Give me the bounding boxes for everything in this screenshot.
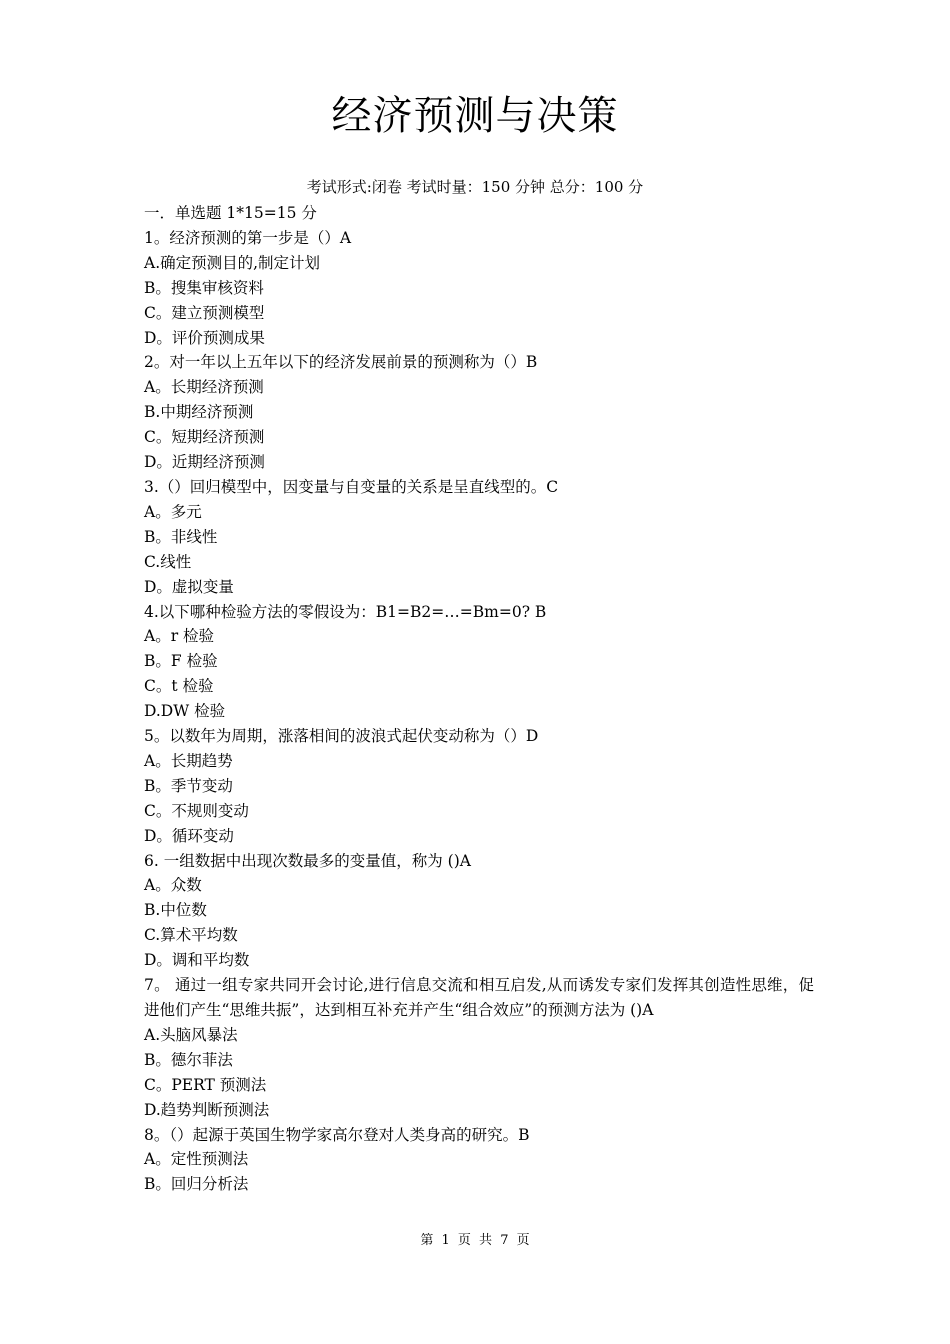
text-line: D。虚拟变量 bbox=[144, 577, 234, 596]
text-line: B。德尔菲法 bbox=[144, 1050, 233, 1069]
page-title: 经济预测与决策 bbox=[331, 93, 619, 139]
text-line: B.中位数 bbox=[144, 901, 207, 920]
text-line: C.算术平均数 bbox=[144, 926, 238, 945]
text-line: B。回归分析法 bbox=[144, 1175, 249, 1194]
text-line: D.DW 检验 bbox=[144, 702, 226, 721]
text-line: 1。经济预测的第一步是（）A bbox=[144, 228, 352, 247]
text-line: C.线性 bbox=[144, 552, 192, 571]
question-7-text: 7。 通过一组专家共同开会讨论,进行信息交流和相互启发,从而诱发专家们发挥其创造性思维，促进他们产生“思维共振”，达到相互补充并产生“组合效应”的预测方法为 ()A bbox=[144, 976, 814, 1019]
text-line: 3.（）回归模型中，因变量与自变量的关系是呈直线型的。C bbox=[144, 477, 559, 496]
section-heading: 一．单选题 1*15=15 分 bbox=[144, 204, 317, 222]
text-line: A。众数 bbox=[144, 876, 202, 895]
text-line: C。t 检验 bbox=[144, 677, 214, 696]
question-lines-continued bbox=[144, 1023, 814, 1197]
text-line: D.趋势判断预测法 bbox=[144, 1100, 270, 1119]
text-line: 6. 一组数据中出现次数最多的变量值，称为 ()A bbox=[144, 851, 471, 870]
text-line: A。r 检验 bbox=[144, 627, 215, 646]
text-line: B.中期经济预测 bbox=[144, 403, 254, 422]
text-line: A。长期趋势 bbox=[144, 751, 233, 770]
question-lines bbox=[144, 226, 814, 973]
text-line: B。搜集审核资料 bbox=[144, 278, 264, 297]
exam-info: 考试形式:闭卷 考试时量：150 分钟 总分：100 分 bbox=[306, 178, 644, 196]
text-line: 8。（）起源于英国生物学家高尔登对人类身高的研究。B bbox=[144, 1125, 530, 1144]
text-line: D。评价预测成果 bbox=[144, 328, 265, 347]
text-line: A。定性预测法 bbox=[144, 1150, 249, 1169]
text-line: C。PERT 预测法 bbox=[144, 1075, 267, 1094]
text-line: B。季节变动 bbox=[144, 776, 233, 795]
text-line: B。F 检验 bbox=[144, 652, 218, 671]
text-line: 5。以数年为周期，涨落相间的波浪式起伏变动称为（）D bbox=[144, 727, 539, 746]
text-line: A.头脑风暴法 bbox=[144, 1025, 238, 1044]
text-line: D。调和平均数 bbox=[144, 951, 250, 970]
text-line: C。短期经济预测 bbox=[144, 428, 265, 447]
text-line: A。长期经济预测 bbox=[144, 378, 264, 397]
text-line: A。多元 bbox=[144, 502, 202, 521]
page-footer: 第 1 页 共 7 页 bbox=[420, 1233, 530, 1248]
text-line: D。近期经济预测 bbox=[144, 453, 265, 472]
text-line: C。不规则变动 bbox=[144, 801, 249, 820]
question-body bbox=[144, 201, 814, 1197]
text-line: D。循环变动 bbox=[144, 826, 234, 845]
text-line: B。非线性 bbox=[144, 527, 218, 546]
text-line: A.确定预测目的,制定计划 bbox=[144, 253, 321, 272]
text-line: C。建立预测模型 bbox=[144, 303, 265, 322]
text-line: 4.以下哪种检验方法的零假设为：B1=B2=…=Bm=0? B bbox=[144, 602, 547, 621]
text-line: 2。对一年以上五年以下的经济发展前景的预测称为（）B bbox=[144, 353, 538, 372]
